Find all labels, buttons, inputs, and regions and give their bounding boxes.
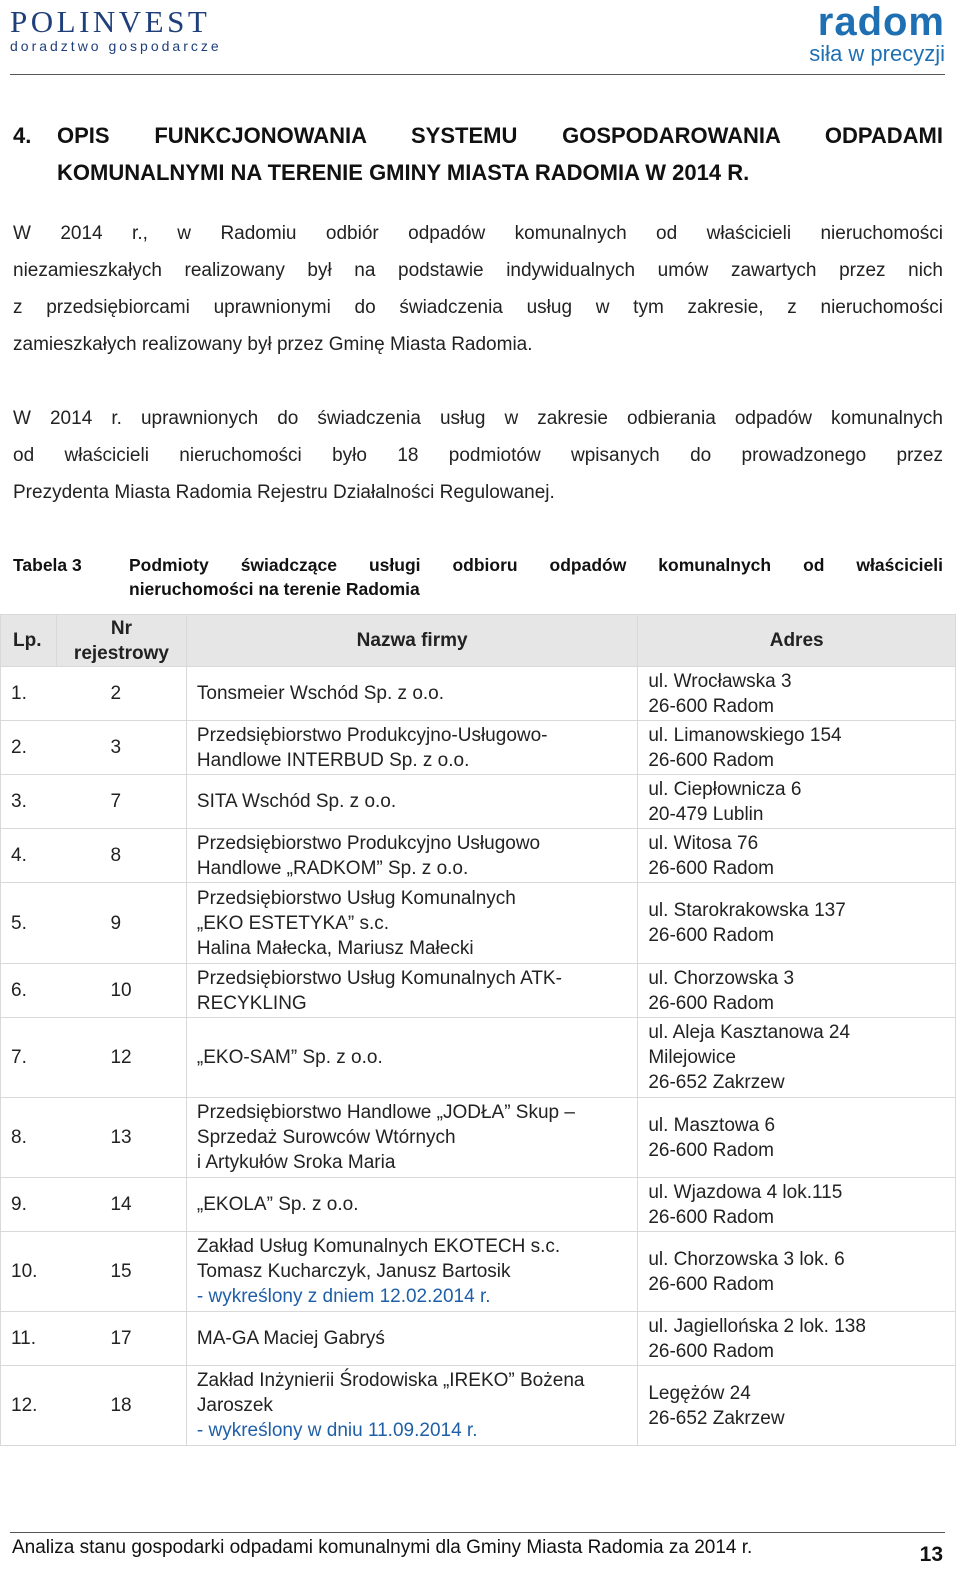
cell-nr: 3 — [56, 721, 186, 775]
table-row — [1, 964, 956, 1018]
cell-address — [638, 1098, 956, 1178]
name-line: „EKO-SAM” Sp. z o.o. — [196, 1047, 383, 1068]
table-row — [1, 721, 956, 775]
address-line: 26-600 Radom — [648, 1340, 775, 1362]
companies-table — [0, 614, 956, 1446]
radom-logo-sub: siła w precyzji — [809, 41, 945, 66]
cell-nr: 9 — [56, 883, 186, 964]
address-line: ul. Aleja Kasztanowa 24 — [648, 1022, 851, 1043]
table-row — [1, 1178, 956, 1232]
name-line: Przedsiębiorstwo Produkcyjno Usługowo — [196, 832, 541, 854]
removal-note: - wykreślony z dniem 12.02.2014 r. — [196, 1286, 491, 1307]
cell-address — [638, 1018, 956, 1098]
address-line: ul. Wrocławska 3 — [648, 670, 792, 692]
name-line: Zakład Inżynierii Środowiska „IREKO” Bożena — [196, 1370, 585, 1391]
header-nr — [56, 615, 186, 667]
cell-address — [638, 1178, 956, 1232]
paragraph-line: W 2014 r., w Radomiu odbiór odpadów komunalnych od właścicieli nieruchomości — [13, 223, 943, 244]
name-line: Handlowe „RADKOM” Sp. z o.o. — [196, 857, 469, 879]
cell-name — [186, 1366, 637, 1446]
address-line: 26-600 Radom — [648, 992, 775, 1014]
removal-note: - wykreślony w dniu 11.09.2014 r. — [196, 1420, 478, 1441]
cell-lp: 4. — [1, 829, 57, 883]
address-line: ul. Ciepłownicza 6 — [648, 778, 802, 800]
cell-nr: 8 — [56, 829, 186, 883]
table-row — [1, 1232, 956, 1312]
section-title-line2: KOMUNALNYMI NA TERENIE GMINY MIASTA RADOMIA W 2014 R. — [57, 160, 750, 185]
name-line: Halina Małecka, Mariusz Małecki — [196, 937, 474, 959]
cell-lp: 10. — [1, 1232, 57, 1312]
cell-lp: 5. — [1, 883, 57, 964]
table-row — [1, 883, 956, 964]
table-row — [1, 1098, 956, 1178]
address-line: ul. Witosa 76 — [648, 832, 759, 854]
cell-lp: 2. — [1, 721, 57, 775]
table-caption — [13, 553, 943, 601]
name-line: Zakład Usług Komunalnych EKOTECH s.c. — [196, 1236, 561, 1257]
address-line: ul. Masztowa 6 — [648, 1114, 776, 1136]
name-line: Przedsiębiorstwo Usług Komunalnych — [196, 887, 516, 909]
paragraph-2 — [13, 400, 943, 511]
address-line: 26-600 Radom — [648, 925, 775, 946]
address-line: 20-479 Lublin — [648, 803, 764, 825]
name-line: Tomasz Kucharczyk, Janusz Bartosik — [196, 1261, 511, 1282]
address-line: 26-652 Zakrzew — [648, 1072, 785, 1093]
cell-nr: 15 — [56, 1232, 186, 1312]
address-line: ul. Wjazdowa 4 lok.115 — [648, 1181, 843, 1203]
page-number: 13 — [919, 1543, 943, 1566]
cell-address — [638, 721, 956, 775]
polinvest-logo-name: POLINVEST — [10, 4, 211, 39]
cell-address — [638, 883, 956, 964]
address-line: Milejowice — [648, 1047, 736, 1068]
address-line: ul. Jagiellońska 2 lok. 138 — [648, 1315, 866, 1337]
cell-name — [186, 964, 637, 1018]
cell-address — [638, 775, 956, 829]
name-line: Jaroszek — [196, 1395, 273, 1416]
cell-lp: 3. — [1, 775, 57, 829]
cell-name — [186, 829, 637, 883]
address-line: ul. Limanowskiego 154 — [648, 724, 842, 746]
cell-address — [638, 964, 956, 1018]
table-row — [1, 667, 956, 721]
paragraph-line: z przedsiębiorcami uprawnionymi do świadczenia usług w tym zakresie, z nieruchomości — [13, 297, 943, 318]
cell-nr: 10 — [56, 964, 186, 1018]
name-line: Przedsiębiorstwo Produkcyjno-Usługowo- — [196, 724, 548, 746]
cell-name — [186, 721, 637, 775]
cell-name — [186, 1178, 637, 1232]
cell-lp: 12. — [1, 1366, 57, 1446]
address-line: ul. Starokrakowska 137 — [648, 900, 846, 921]
cell-nr: 18 — [56, 1366, 186, 1446]
cell-lp: 11. — [1, 1312, 57, 1366]
section-number: 4. — [13, 123, 32, 148]
page-footer — [10, 1532, 945, 1566]
cell-nr: 17 — [56, 1312, 186, 1366]
page-header — [10, 0, 945, 75]
cell-lp: 1. — [1, 667, 57, 721]
table-row — [1, 775, 956, 829]
cell-address — [638, 829, 956, 883]
address-line: Legężów 24 — [648, 1382, 751, 1404]
polinvest-logo-sub: doradztwo gospodarcze — [10, 38, 222, 54]
cell-nr: 13 — [56, 1098, 186, 1178]
address-line: 26-600 Radom — [648, 1139, 775, 1161]
cell-name — [186, 883, 637, 964]
header-address: Adres — [638, 615, 956, 667]
paragraph-line: od właścicieli nieruchomości było 18 podmiotów wpisanych do prowadzonego przez — [13, 445, 943, 466]
header-nr-line1: Nr — [110, 617, 132, 639]
address-line: 26-600 Radom — [648, 1273, 775, 1295]
cell-name — [186, 1018, 637, 1098]
cell-nr: 7 — [56, 775, 186, 829]
paragraph-1 — [13, 215, 943, 363]
cell-address — [638, 1366, 956, 1446]
header-lp: Lp. — [1, 615, 57, 667]
cell-address — [638, 1232, 956, 1312]
footer-text: Analiza stanu gospodarki odpadami komunalnymi dla Gminy Miasta Radomia za 2014 r. — [12, 1537, 753, 1558]
name-line: „EKO ESTETYKA” s.c. — [196, 912, 390, 934]
address-line: 26-600 Radom — [648, 749, 775, 771]
address-line: 26-600 Radom — [648, 857, 775, 879]
cell-name — [186, 1312, 637, 1366]
address-line: ul. Chorzowska 3 — [648, 967, 795, 989]
cell-name — [186, 775, 637, 829]
header-nr-line2: rejestrowy — [73, 642, 169, 664]
name-line: Przedsiębiorstwo Usług Komunalnych ATK- — [196, 967, 562, 989]
name-line: „EKOLA” Sp. z o.o. — [196, 1194, 359, 1215]
table-row — [1, 829, 956, 883]
name-line: RECYKLING — [196, 992, 307, 1014]
cell-nr: 12 — [56, 1018, 186, 1098]
paragraph-line: W 2014 r. uprawnionych do świadczenia usług w zakresie odbierania odpadów komunalnych — [13, 408, 943, 429]
table-body — [1, 667, 956, 1446]
radom-logo — [765, 2, 945, 68]
name-line: Tonsmeier Wschód Sp. z o.o. — [196, 683, 445, 704]
address-line: 26-600 Radom — [648, 695, 775, 717]
paragraph-line: zamieszkałych realizowany był przez Gminę Miasta Radomia. — [13, 334, 533, 355]
address-line: ul. Chorzowska 3 lok. 6 — [648, 1248, 845, 1270]
name-line: SITA Wschód Sp. z o.o. — [196, 791, 397, 812]
cell-lp: 8. — [1, 1098, 57, 1178]
paragraph-line: Prezydenta Miasta Radomia Rejestru Działalności Regulowanej. — [13, 482, 555, 503]
table-row — [1, 1018, 956, 1098]
table-caption-line1: Podmioty świadczące usługi odbioru odpadów komunalnych od właścicieli — [129, 555, 943, 575]
section-heading — [13, 117, 943, 191]
cell-address — [638, 1312, 956, 1366]
table-label: Tabela 3 — [13, 555, 82, 575]
cell-nr: 2 — [56, 667, 186, 721]
address-line: 26-652 Zakrzew — [648, 1407, 785, 1429]
table-row — [1, 1312, 956, 1366]
cell-address — [638, 667, 956, 721]
name-line: Handlowe INTERBUD Sp. z o.o. — [196, 749, 470, 771]
cell-lp: 7. — [1, 1018, 57, 1098]
address-line: 26-600 Radom — [648, 1206, 775, 1228]
radom-logo-name: radom — [817, 0, 945, 44]
cell-name — [186, 667, 637, 721]
name-line: Przedsiębiorstwo Handlowe „JODŁA” Skup – — [196, 1102, 575, 1123]
table-header-row — [1, 615, 956, 667]
header-name: Nazwa firmy — [186, 615, 637, 667]
name-line: Sprzedaż Surowców Wtórnych — [196, 1127, 456, 1148]
cell-lp: 6. — [1, 964, 57, 1018]
cell-name — [186, 1232, 637, 1312]
cell-name — [186, 1098, 637, 1178]
name-line: MA-GA Maciej Gabryś — [196, 1328, 385, 1349]
table-caption-line2: nieruchomości na terenie Radomia — [129, 579, 420, 599]
name-line: i Artykułów Sroka Maria — [196, 1152, 396, 1173]
section-title-line1: OPIS FUNKCJONOWANIA SYSTEMU GOSPODAROWANIA ODPADAMI — [57, 123, 943, 148]
paragraph-line: niezamieszkałych realizowany był na podstawie indywidualnych umów zawartych przez nich — [13, 260, 943, 281]
cell-nr: 14 — [56, 1178, 186, 1232]
table-row — [1, 1366, 956, 1446]
polinvest-logo — [10, 4, 222, 54]
cell-lp: 9. — [1, 1178, 57, 1232]
